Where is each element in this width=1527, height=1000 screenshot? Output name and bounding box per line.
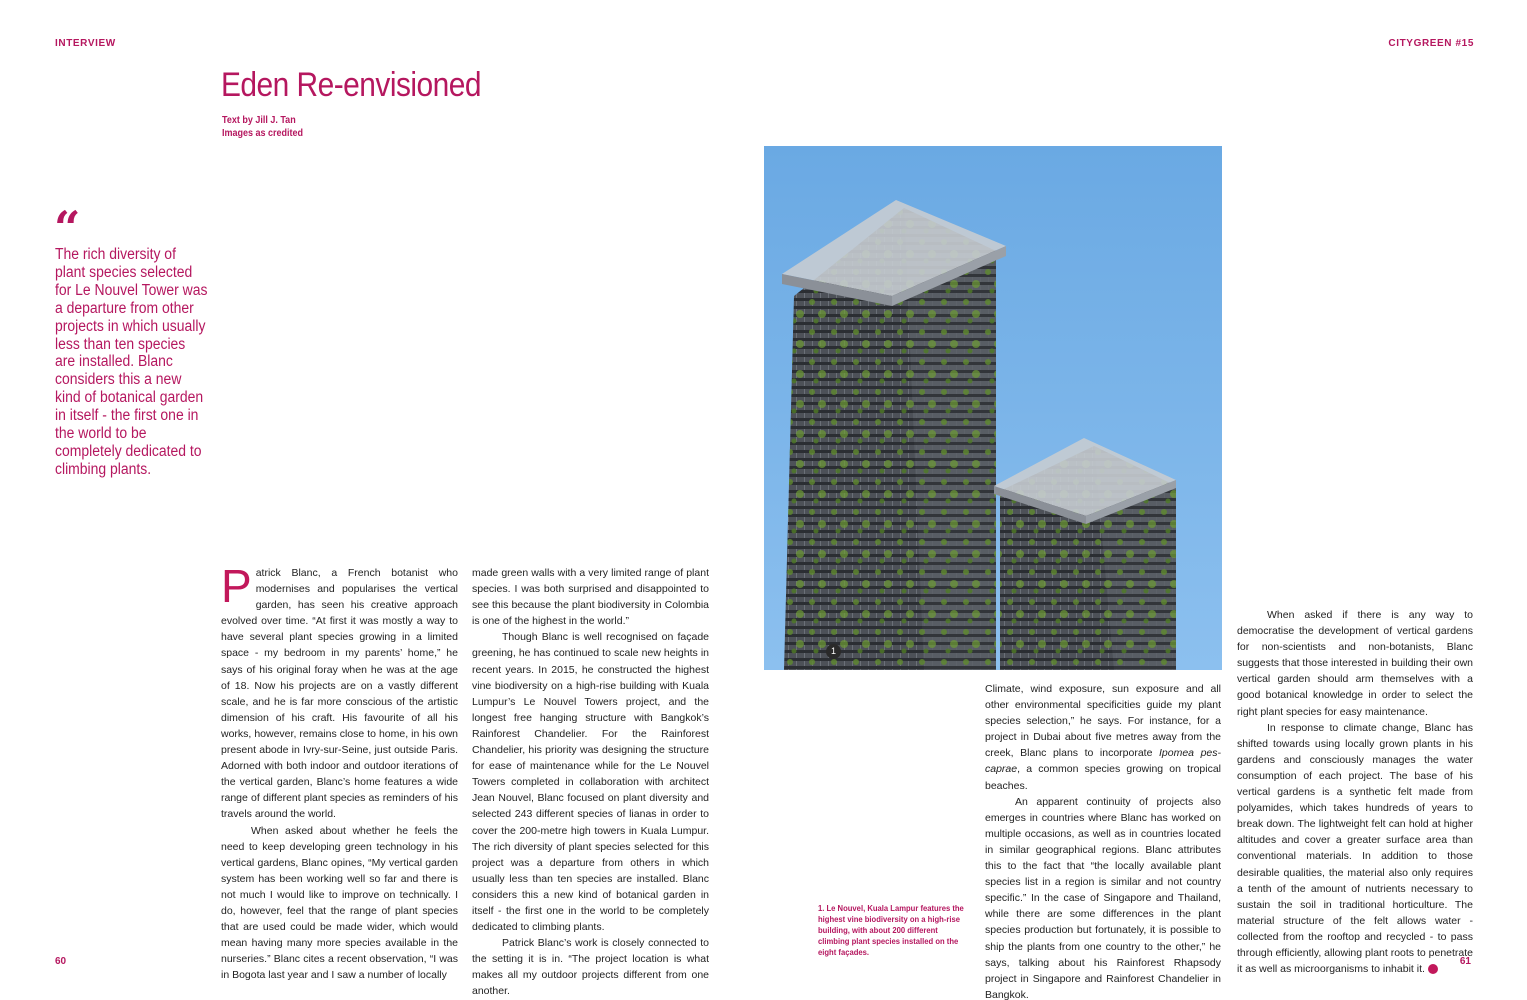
- paragraph: atrick Blanc, a French botanist who modernises and popularises the vertical garden, has seen his creative approach evolved over time. “At first it was mostly a way to have several plant species growing in a limited space - my bedroom in my parents’ home,” he says of his original foray when he was at the age of 18. Now his projects are on a vastly different scale, and he is far more conscious of the artistic dimension of his craft. His favourite of all his works, however, remains close to home, in his own present abode in Ivry-sur-Seine, just outside Paris. Adorned with both indoor and outdoor iterations of the vertical garden, Blanc’s home features a wide range of different plant species as reminders of his travels around the world.: [221, 567, 458, 821]
- article-column-3: [985, 681, 1221, 1000]
- page-number-right: 61: [1459, 956, 1471, 967]
- paragraph-text: In response to climate change, Blanc has shifted towards using locally grown plants in his gardens and consciously manages the water consumption of each project. The base of his vertical gardens is a synthetic felt made from polyamides, which takes hundreds of years to break down. The lightweight felt can hold at higher altitudes and cover a greater surface area than conventional materials. In addition to those desirable qualities, the material also only requires a tenth of the amount of nutrients necessary to sustain the soil in traditional horticulture. The material structure of the felt allows water - collected from the rooftop and recycled - to pass through efficiently, allowing plant roots to penetrate it as well as microorganisms to inhabit it.: [1237, 721, 1474, 976]
- paragraph: Though Blanc is well recognised on façade greening, he has continued to scale new heights in recent years. In 2015, he constructed the highest vine biodiversity on a high-rise building with Kuala Lumpur’s Le Nouvel Towers project, and the longest free hanging structure with Bangkok’s Rainforest Chandelier. For the Rainforest Chandelier, his priority was designing the structure for ease of maintenance while for the Le Nouvel Towers completed in collaboration with architect Jean Nouvel, Blanc focused on plant diversity and selected 243 different species of lianas in order to cover the 200-metre high towers in Kuala Lumpur. The rich diversity of plant species selected for this project was a departure from others in which usually less than ten species are installed. Blanc considers this a new kind of botanical garden in itself - the first one in the world to be completely dedicated to climbing plants.: [472, 631, 709, 934]
- paragraph: Patrick Blanc’s work is closely connected to the setting it is in. “The project location is what makes all my outdoor projects different from one another.: [472, 937, 709, 998]
- paragraph: made green walls with a very limited range of plant species. I was both surprised and disappointed to see this because the plant biodiversity in Colombia is one of the highest in the world.”: [472, 567, 709, 628]
- photo-caption: 1. Le Nouvel, Kuala Lampur features the highest vine biodiversity on a high-rise building, with about 200 different climbing plant species installed on the eight façades.: [818, 903, 964, 957]
- paragraph-text: , a common species growing on tropical beaches.: [985, 763, 1221, 792]
- paragraph: When asked if there is any way to democratise the development of vertical gardens for non-scientists and non-botanists, Blanc suggests that those interested in building their own vertical garden should arm themselves with a good botanical knowledge in order to select the right plant species for easy maintenance.: [1237, 609, 1473, 718]
- article-title: Eden Re-envisioned: [221, 66, 481, 104]
- end-of-article-icon: [1428, 964, 1438, 974]
- paragraph: An apparent continuity of projects also emerges in countries where Blanc has worked on multiple occasions, as well as in countries located in similar geographical regions. Blanc attributes this to the fact that “the locally available plant species list in a region is similar and not country specific.” In the case of Singapore and Thailand, while there are some differences in the plant species production but fortunately, it is possible to ship the plants from one country to the other,” he says, talking about his Rainforest Rhapsody project in Singapore and Rainforest Chandelier in Bangkok.: [985, 795, 1221, 1000]
- article-column-4: [1237, 607, 1473, 977]
- species-name: Ipomea pes-caprae: [985, 747, 1221, 776]
- paragraph: When asked about whether he feels the need to keep developing green technology in his vertical gardens, Blanc opines, “My vertical garden system has been working well so far and there is not much I would like to improve on technically. I do, however, feel that the range of plant species that are used could be made wider, which would mean having many more species available in the nurseries.” Blanc cites a recent observation, “I was in Bogota last year and I saw a number of locally: [221, 824, 458, 982]
- photo-number-badge: 1: [826, 644, 841, 659]
- text-credit: Text by Jill J. Tan: [222, 115, 296, 126]
- section-label: INTERVIEW: [55, 38, 116, 49]
- le-nouvel-towers-image: [764, 146, 1222, 670]
- pull-quote: The rich diversity of plant species selected for Le Nouvel Tower was a departure from other projects in which usually less than ten species are installed. Blanc considers this a new kind of botanical garden in itself - the first one in the world to be completely dedicated to climbing plants.: [55, 246, 208, 478]
- page-number-left: 60: [55, 956, 67, 967]
- image-credit: Images as credited: [222, 128, 304, 139]
- tower-photo: [764, 146, 1222, 670]
- article-column-2: [472, 565, 709, 1000]
- drop-cap: P: [221, 560, 252, 612]
- paragraph: [1237, 720, 1473, 978]
- article-column-1: [221, 560, 458, 983]
- paragraph: [985, 681, 1221, 794]
- quote-mark-icon: “: [54, 201, 81, 255]
- paragraph-text: Climate, wind exposure, sun exposure and all other environmental specificities guide my plant species selection,” he says. For instance, for a project in Dubai about five metres away from the creek, Blanc plans to incorporate: [985, 683, 1221, 760]
- magazine-issue: CITYGREEN #15: [1388, 38, 1474, 49]
